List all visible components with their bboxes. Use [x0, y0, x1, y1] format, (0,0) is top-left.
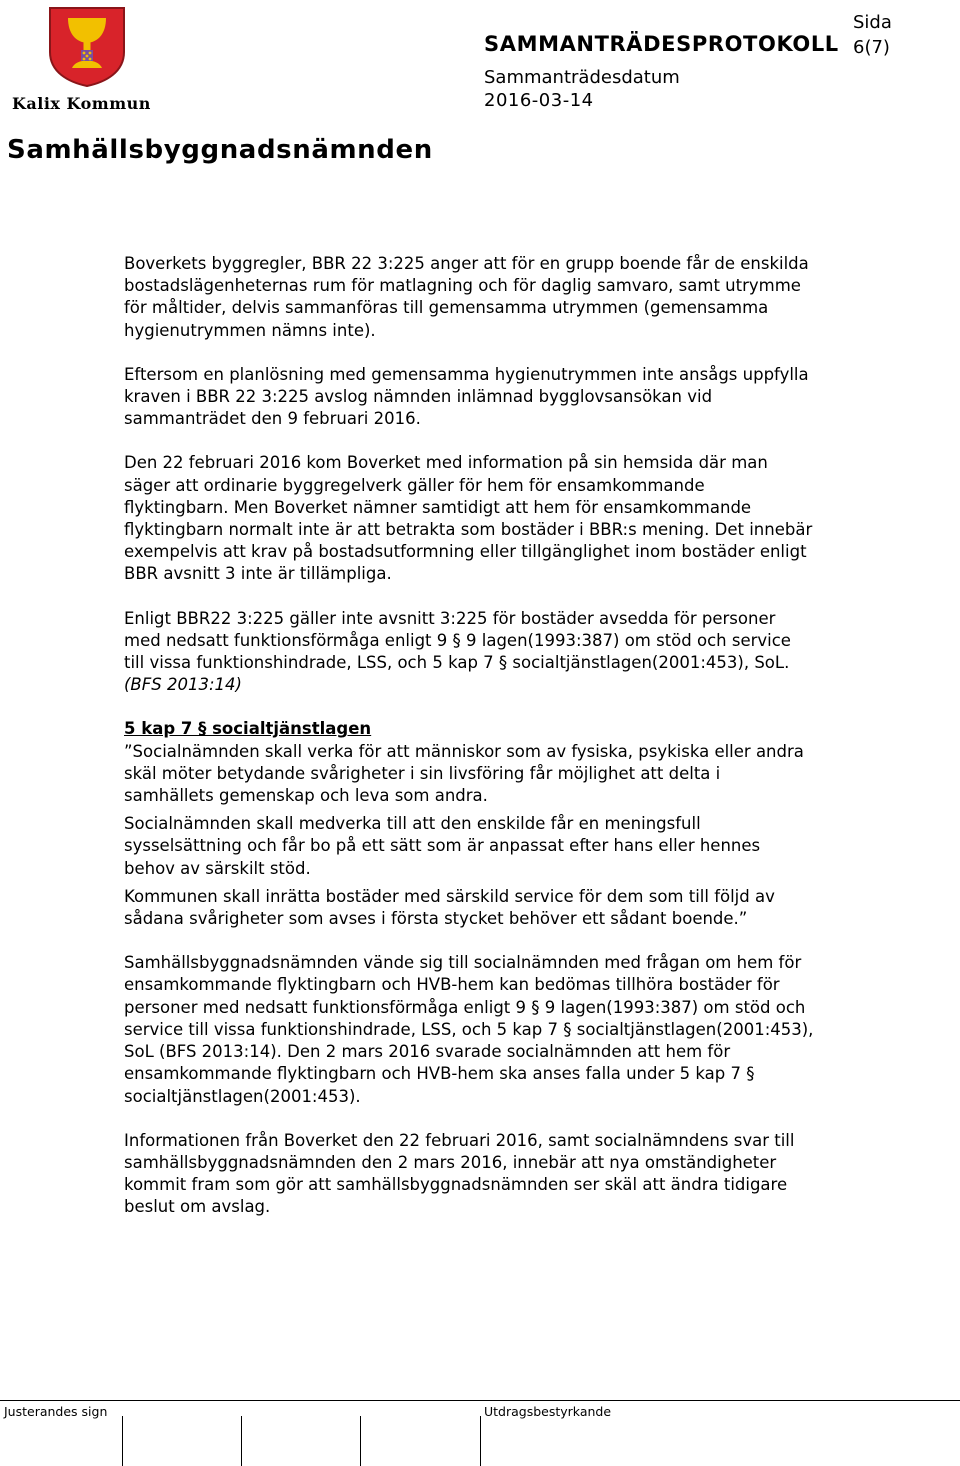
meeting-date: 2016-03-14: [484, 90, 594, 111]
paragraph: Informationen från Boverket den 22 februari 2016, samt socialnämndens svar till samhällsbyggnadsnämnden den 2 mars 2016, innebär att nya omständigheter kommit fram som gör att samhällsbyggnadsnämnden ser skäl att ändra tidigare beslut om avslag.: [124, 1130, 795, 1217]
signature-box-divider: [360, 1416, 361, 1466]
committee-name: Samhällsbyggnadsnämnden: [7, 135, 433, 165]
meeting-date-label: Sammanträdesdatum: [484, 67, 680, 88]
signature-box-divider: [241, 1416, 242, 1466]
municipality-logo: [10, 6, 160, 112]
signature-label: Justerandes sign: [4, 1404, 108, 1419]
paragraph: Den 22 februari 2016 kom Boverket med information på sin hemsida där man säger att ordinarie byggregelverk gäller för hem för ensamkommande flyktingbarn. Men Boverket nämner samtidigt att hem för ensamkommande flyktingbarn normalt inte är att betrakta som bostäder i BBR:s mening. Det innebär exempelvis att krav på bostadsutformning eller tillgänglighet inom bostäder enligt BBR avsnitt 3 inte är tillämpliga.: [124, 453, 813, 584]
crest-icon: [48, 6, 126, 88]
page-label: Sida: [853, 12, 892, 33]
document-body: [124, 253, 814, 1219]
signature-footer: [0, 1400, 960, 1466]
document-type: SAMMANTRÄDESPROTOKOLL: [484, 32, 839, 56]
signature-box-divider: [480, 1416, 481, 1466]
quote-paragraph: Kommunen skall inrätta bostäder med särskild service för dem som till följd av sådana svårigheter som avses i första stycket behöver ett sådant boende.”: [124, 886, 775, 929]
quote-paragraph: Socialnämnden skall medverka till att den enskilde får en meningsfull sysselsättning och får bo på ett sätt som är anpassat efter hans eller hennes behov av särskilt stöd.: [124, 814, 761, 878]
paragraph-text: Enligt BBR22 3:225 gäller inte avsnitt 3:225 för bostäder avsedda för personer med nedsatt funktionsförmåga enligt 9 § 9 lagen(1993:387) om stöd och service till vissa funktionshindrade, LSS, och 5 kap 7 § socialtjänstlagen(2001:453), SoL.: [124, 608, 791, 673]
quote-paragraph: ”Socialnämnden skall verka för att människor som av fysiska, psykiska eller andra skäl möter betydande svårigheter i sin livsföring får möjlighet att delta i samhällets gemenskap och leva som andra.: [124, 741, 804, 806]
footer-divider: [0, 1400, 960, 1401]
page-number: 6(7): [853, 37, 890, 58]
extract-label: Utdragsbestyrkande: [484, 1404, 612, 1419]
section-heading: 5 kap 7 § socialtjänstlagen: [124, 719, 372, 739]
paragraph: Boverkets byggregler, BBR 22 3:225 anger att för en grupp boende får de enskilda bostadslägenheternas rum för matlagning och för daglig samvaro, samt utrymme för måltider, delvis sammanföras till gemensamma utrymmen (gemensamma hygienutrymmen nämns inte).: [124, 254, 809, 340]
legal-reference: (BFS 2013:14): [124, 675, 242, 695]
paragraph: Samhällsbyggnadsnämnden vände sig till socialnämnden med frågan om hem för ensamkommande flyktingbarn och HVB-hem kan bedömas tillhöra bostäder för personer med nedsatt funktionsförmåga enligt 9 § 9 lagen(1993:387) om stöd och service till vissa funktionshindrade, LSS, och 5 kap 7 § socialtjänstlagen(2001:453), SoL (BFS 2013:14). Den 2 mars 2016 svarade socialnämnden att hem för ensamkommande flyktingbarn och HVB-hem ska anses falla under 5 kap 7 § socialtjänstlagen(2001:453).: [124, 953, 814, 1106]
paragraph: [124, 608, 814, 697]
logo-text: Kalix Kommun: [12, 94, 151, 113]
signature-box-divider: [122, 1416, 123, 1466]
paragraph: Eftersom en planlösning med gemensamma hygienutrymmen inte ansågs uppfylla kraven i BBR 22 3:225 avslog nämnden inlämnad bygglovsansökan vid sammanträdet den 9 februari 2016.: [124, 364, 809, 429]
